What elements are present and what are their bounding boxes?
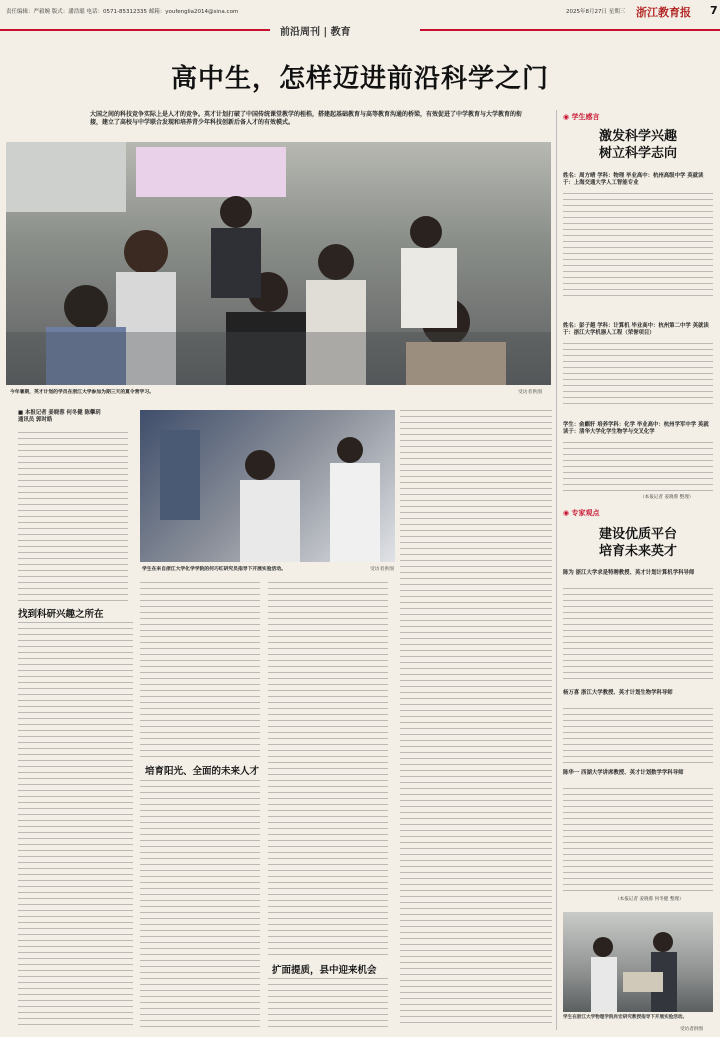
student-2-text bbox=[563, 343, 713, 408]
mid-photo-caption: 学生在来自浙江大学化学学院的何巧红研究员指导下开展实验活动。 bbox=[142, 567, 286, 572]
section-title: 前沿周刊 | 教育 bbox=[280, 27, 351, 38]
article-column-2-lower bbox=[140, 780, 260, 1027]
lead-paragraph: 大国之间的科技竞争实际上是人才的竞争。英才计划打破了中国传统课堂教学的桎梏，搭建起基础教育与高等教育沟通的桥梁，有效促进了中学教育与大学教育的衔接，建立了高校与中学联合发现和培养青少年科技创新后备人才的有效模式。 bbox=[90, 111, 523, 126]
mid-photo-credit: 受访者供图 bbox=[370, 567, 394, 572]
page-number: 7 bbox=[710, 4, 718, 17]
article-column-2 bbox=[140, 582, 260, 760]
expert-3-text bbox=[563, 788, 713, 893]
section-rule-right bbox=[420, 29, 720, 31]
article-column-1-lower bbox=[18, 622, 133, 1027]
sidebar-title-2 bbox=[560, 526, 716, 560]
main-photo bbox=[6, 142, 551, 385]
sidebar-title-1b: 树立科学志向 bbox=[598, 146, 677, 161]
section-name: 前沿周刊 bbox=[280, 27, 320, 38]
expert-2: 杨万喜 浙江大学教授、英才计划生物学科导师 bbox=[563, 690, 673, 696]
sidebar-title-1a: 激发科学兴趣 bbox=[598, 129, 677, 144]
main-photo-figures bbox=[6, 142, 551, 385]
article-column-3 bbox=[268, 582, 388, 957]
mid-photo-figures bbox=[140, 410, 395, 562]
page-header bbox=[6, 4, 718, 19]
expert-icon: ◉ bbox=[563, 509, 570, 517]
sidebar-head-student bbox=[563, 112, 600, 122]
sidebar-photo bbox=[563, 912, 713, 1012]
student-3-text bbox=[563, 442, 713, 492]
expert-3: 陈华一 西湖大学讲席教授、英才计划数学学科导师 bbox=[563, 770, 684, 776]
sidebar-head-student-text: 学生感言 bbox=[571, 113, 600, 121]
sidebar-title-2b: 培育未来英才 bbox=[598, 544, 677, 559]
sidebar-photo-caption: 学生在浙江大学物理学院肖宏研究教授指导下开展实验活动。 bbox=[563, 1015, 688, 1020]
section-rule-left bbox=[0, 29, 270, 31]
expert-1-text bbox=[563, 588, 713, 683]
expert-2-text bbox=[563, 708, 713, 763]
sidebar-divider bbox=[556, 110, 557, 1030]
sidebar-title-2a: 建设优质平台 bbox=[598, 527, 677, 542]
sidebar-photo-credit: 受访者供图 bbox=[680, 1027, 703, 1032]
header-date: 2025年8月27日 星期三 bbox=[566, 9, 626, 15]
sidebar-photo-figures bbox=[563, 912, 713, 1012]
main-photo-credit: 受访者供图 bbox=[518, 390, 542, 395]
article-column-1 bbox=[18, 432, 128, 602]
headline: 高中生，怎样迈进前沿科学之门 bbox=[170, 64, 549, 94]
sidebar-title-1 bbox=[560, 128, 716, 162]
subhead-county-high-school: 扩面提质，县中迎来机会 bbox=[272, 965, 377, 976]
student-3: 学生：俞麒轩 培养学科：化学 毕业高中：杭州学军中学 英就读于：清华大学化学生物学与交叉化学 bbox=[563, 422, 709, 435]
section-sub: 教育 bbox=[330, 27, 351, 38]
masthead-logo: 浙江教育报 bbox=[636, 6, 691, 19]
sidebar-head-expert-text: 专家观点 bbox=[571, 509, 600, 517]
mid-photo bbox=[140, 410, 395, 562]
student-2: 姓名：彭子越 学科：计算机 毕业高中：杭州第二中学 英就读于：浙江大学机器人工程（荣誉项目） bbox=[563, 323, 709, 336]
student-1: 姓名：周方晴 学科：物理 毕业高中：杭州高级中学 英就读于：上海交通大学人工智能专业 bbox=[563, 173, 704, 186]
subhead-research-interest: 找到科研兴趣之所在 bbox=[18, 609, 104, 620]
article-column-3-lower bbox=[268, 978, 388, 1027]
article-column-4 bbox=[400, 410, 552, 1027]
student-1-text bbox=[563, 193, 713, 298]
header-info: 责任编辑：严毅婉 版式：潘浩聪 电话：0571-85312335 邮箱：youfenglia2014@sina.com bbox=[6, 9, 239, 15]
expert-1: 陈为 浙江大学求是特聘教授、英才计划计算机学科导师 bbox=[563, 570, 695, 576]
byline-correspondent: 通讯员 郭时皓 bbox=[18, 417, 53, 423]
subhead-future-talent: 培育阳光、全面的未来人才 bbox=[145, 766, 260, 777]
section-bar bbox=[0, 20, 720, 40]
byline-reporters: ■ 本报记者 姜晓蓉 何冬健 陈攀玥 bbox=[18, 410, 101, 416]
main-photo-caption: 今年暑期，英才计划的学员在浙江大学参加为期三天的夏令营学习。 bbox=[10, 390, 154, 395]
byline bbox=[18, 410, 128, 424]
student-icon: ◉ bbox=[563, 113, 570, 121]
sidebar-note-2: （本报记者 姜晓蓉 何冬健 整理） bbox=[615, 897, 684, 902]
sidebar-note-1: （本报记者 姜晓蓉 整理） bbox=[640, 495, 694, 500]
sidebar-head-expert bbox=[563, 508, 600, 518]
